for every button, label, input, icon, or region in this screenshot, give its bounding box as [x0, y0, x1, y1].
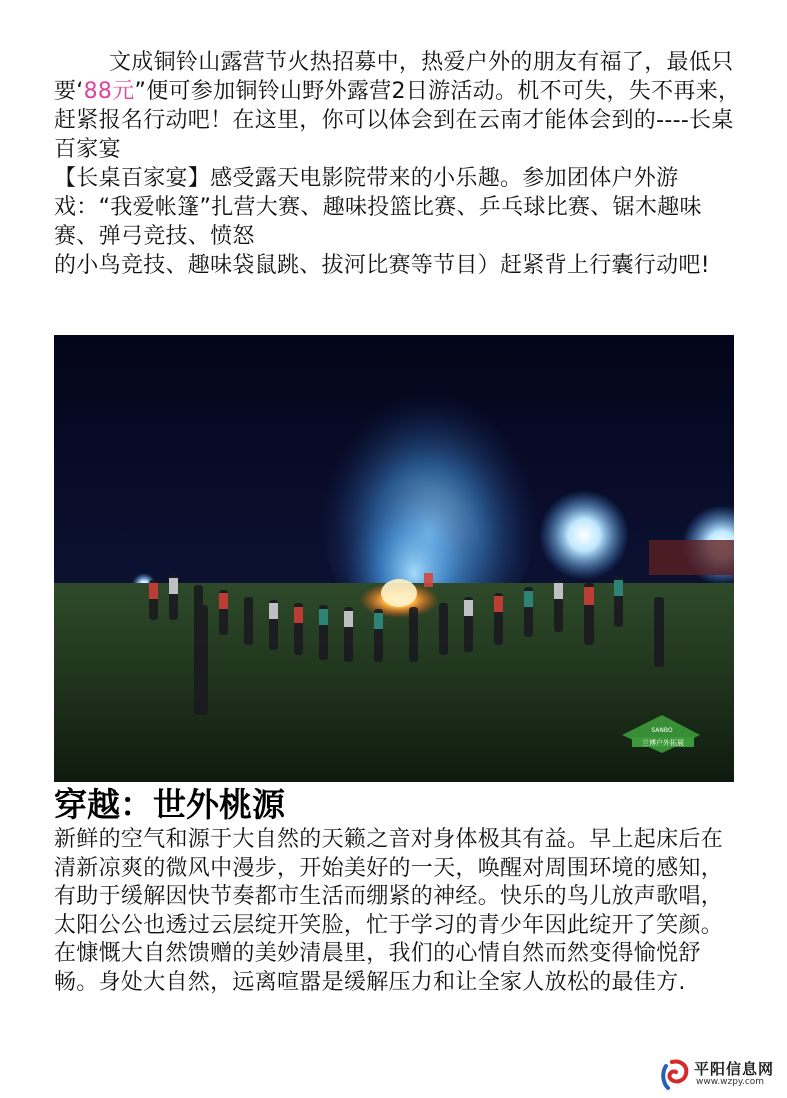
intro-paragraph-1-start: 文成铜铃山露营节火热招募中，热爱户外的朋友有福了，最低只要‘ [54, 50, 734, 104]
site-logo-icon [658, 1056, 692, 1092]
intro-paragraph-3: 的小鸟竞技、趣味袋鼠跳、拔河比赛等节目）赶紧背上行囊行动吧! [54, 253, 710, 278]
watermark-top: SANBO [651, 727, 673, 734]
floodlight [539, 490, 629, 580]
campfire-photo [54, 335, 734, 782]
intro-text [54, 48, 744, 280]
watermark-text: 兰博户外拓展 [642, 739, 684, 747]
intro-paragraph-2: 【长桌百家宴】感受露天电影院带来的小乐趣。参加团体户外游戏：“我爱帐篷”扎营大赛、趣味投篮比赛、乒乓球比赛、锯木趣味赛、弹弓竞技、愤怒 [54, 166, 702, 249]
site-logo[interactable] [658, 1056, 782, 1092]
site-url: www.wzpy.com [696, 1077, 765, 1087]
section-title: 穿越：世外桃源 [54, 785, 285, 824]
site-name: 平阳信息网 [694, 1060, 775, 1078]
price-highlight: 88元 [83, 79, 135, 104]
section-body: 新鲜的空气和源于大自然的天籁之音对身体极其有益。早上起床后在清新凉爽的微风中漫步，开始美好的一天，唤醒对周围环境的感知，有助于缓解因快节奏都市生活而绷紧的神经。快乐的鸟儿放声歌唱，太阳公公也透过云层绽开笑脸，忙于学习的青少年因此绽开了笑颜。在慷慨大自然馈赠的美妙清晨里，我们的心情自然而然变得愉悦舒畅。身处大自然，远离喧嚣是缓解压力和让全家人放松的最佳方. [54, 827, 724, 995]
intro-paragraph-1-end: ”便可参加铜铃山野外露营2日游活动。机不可失，失不再来，赶紧报名行动吧！在这里，你可以体会到在云南才能体会到的----长桌百家宴 [54, 79, 741, 162]
intro-paragraph-1 [54, 48, 744, 164]
